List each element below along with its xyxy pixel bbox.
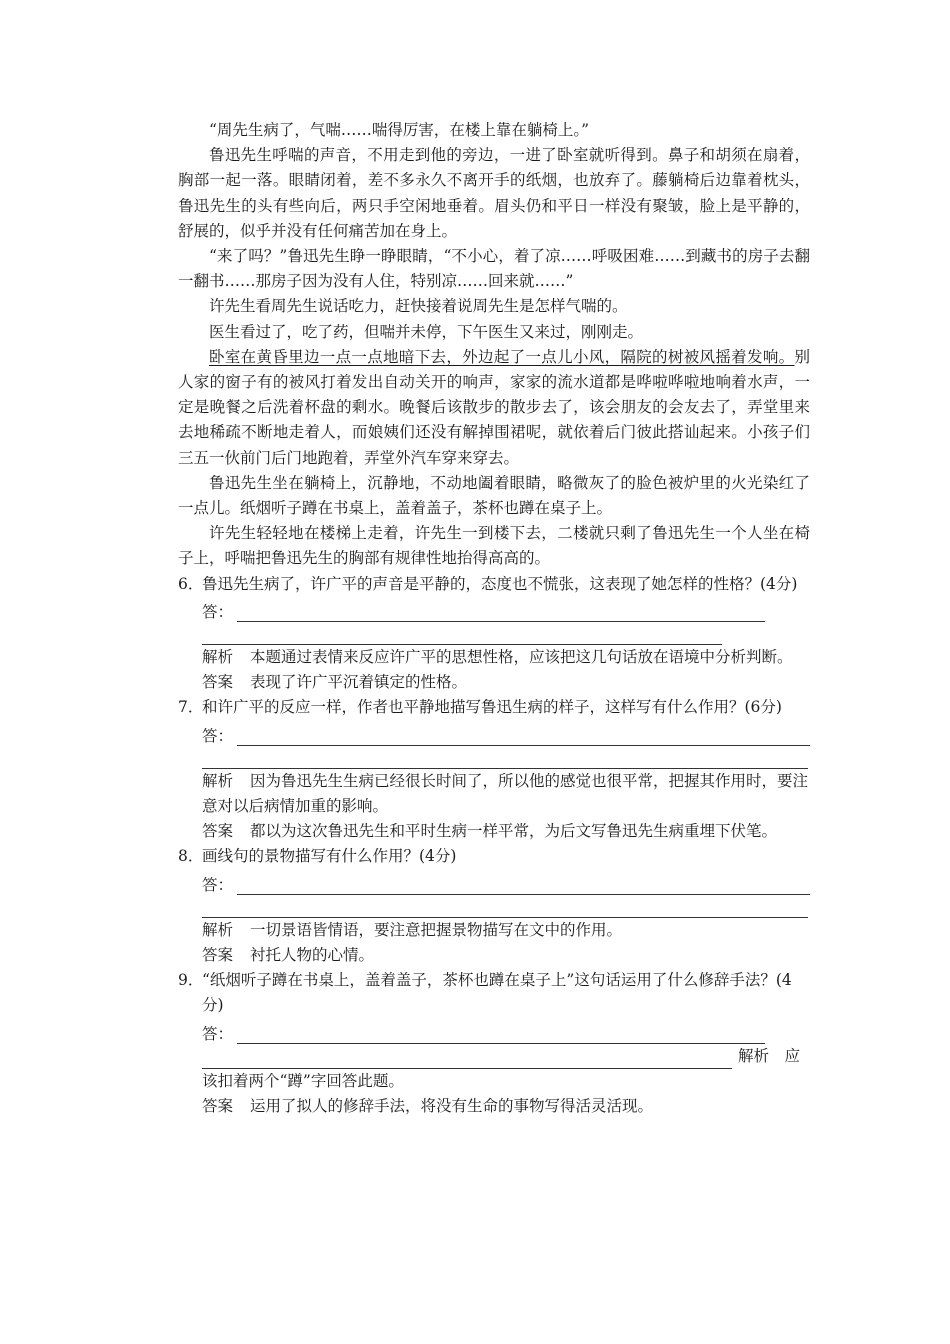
question-text: “纸烟听子蹲在书桌上，盖着盖子，茶杯也蹲在桌子上”这句话运用了什么修辞手法？(4分)	[202, 971, 792, 1015]
paragraph-continuation: 别人家的窗子有的被风打着发出自动关开的响声，家家的流水道都是哗啦哗啦地响着水声，一定是晚餐之后洗着杯盘的剩水。晚餐后该散步的散步去了，该会朋友的会友去了，弄堂里来去地稀疏不断地走着人，而娘姨们还没有解掉围裙呢，就依着后门彼此搭讪起来。小孩子们三五一伙前门后门地跑着，弄堂外汽车穿来穿去。	[178, 347, 810, 467]
key-label: 答案	[202, 1097, 234, 1116]
passage-paragraph: “周先生病了，气喘……喘得厉害，在楼上靠在躺椅上。”	[209, 121, 590, 139]
answer-label: 答：	[202, 1024, 234, 1043]
analysis-text: 因为鲁迅先生生病已经很长时间了，所以他的感觉也很平常，把握其作用时，要注意对以后病情加重的影响。	[202, 771, 809, 816]
key-label: 答案	[202, 946, 234, 965]
question-text: 和许广平的反应一样，作者也平静地描写鲁迅生病的样子，这样写有什么作用？(6分)	[202, 698, 782, 717]
passage-paragraph: 鲁迅先生坐在躺椅上，沉静地，不动地阖着眼睛，略微灰了的脸色被炉里的火光染红了一点儿。纸烟听子蹲在书桌上，盖着盖子，茶杯也蹲在桌子上。	[178, 473, 810, 518]
question-number: 8．	[178, 847, 204, 866]
analysis-text: 一切景语皆情语，要注意把握景物描写在文中的作用。	[250, 920, 623, 939]
passage-paragraph: “来了吗？”鲁迅先生睁一睁眼睛，“不小心，着了凉……呼吸困难……到藏书的房子去翻一翻书……那房子因为没有人住，特别凉……回来就……”	[178, 247, 810, 291]
answer-label: 答：	[202, 875, 234, 894]
answer-field[interactable]	[237, 729, 810, 746]
analysis-label: 解析	[202, 920, 234, 939]
answer-field[interactable]	[202, 622, 722, 645]
question-number: 7．	[178, 698, 204, 717]
key-label: 答案	[202, 822, 234, 841]
analysis-text: 该扣着两个“蹲”字回答此题。	[202, 1072, 404, 1091]
key-text: 衬托人物的心情。	[250, 946, 375, 965]
passage-paragraph: 许先生轻轻地在楼梯上走着，许先生一到楼下去，二楼就只剩了鲁迅先生一个人坐在椅子上，呼喘把鲁迅先生的胸部有规律性地抬得高高的。	[178, 524, 810, 568]
question-text: 鲁迅先生病了，许广平的声音是平静的，态度也不慌张，这表现了她怎样的性格？(4分)	[202, 574, 798, 593]
passage-paragraph: 许先生看周先生说话吃力，赶快接着说周先生是怎样气喘的。	[209, 297, 628, 316]
question-number: 6．	[178, 574, 204, 593]
question-number: 9．	[178, 971, 204, 990]
key-text: 运用了拟人的修辞手法，将没有生命的事物写得活灵活现。	[250, 1097, 654, 1116]
analysis-label: 解析	[202, 648, 234, 667]
passage-paragraph	[178, 345, 810, 471]
key-text: 表现了许广平沉着镇定的性格。	[250, 673, 468, 692]
answer-field[interactable]	[202, 1050, 732, 1069]
answer-field[interactable]	[237, 878, 810, 895]
underlined-sentence: 卧室在黄昏里边一点一点地暗下去，外边起了一点儿小风，隔院的树被风摇着发响。	[209, 347, 795, 366]
passage-paragraph: 鲁迅先生呼喘的声音，不用走到他的旁边，一进了卧室就听得到。鼻子和胡须在扇着，胸部一起一落。眼睛闭着，差不多永久不离开手的纸烟，也放弃了。藤躺椅后边靠着枕头，鲁迅先生的头有些向后，两只手空闲地垂着。眉头仍和平日一样没有聚皱，脸上是平静的，舒展的，似乎并没有任何痛苦加在身上。	[178, 146, 810, 240]
question-8	[178, 844, 810, 968]
analysis-text: 本题通过表情来反应许广平的思想性格，应该把这几句话放在语境中分析判断。	[250, 648, 793, 667]
document-page	[178, 118, 810, 1119]
question-9	[178, 968, 810, 1119]
answer-field[interactable]	[202, 895, 808, 918]
answer-label: 答：	[202, 726, 234, 745]
question-6	[178, 572, 810, 696]
analysis-label: 解析	[202, 771, 234, 790]
answer-field[interactable]	[237, 605, 765, 622]
question-text: 画线句的景物描写有什么作用？(4分)	[202, 847, 457, 866]
key-label: 答案	[202, 673, 234, 692]
answer-field[interactable]	[202, 746, 808, 769]
key-text: 都以为这次鲁迅先生和平时生病一样平常，为后文写鲁迅先生病重埋下伏笔。	[250, 822, 778, 841]
analysis-label: 解析 应	[738, 1046, 801, 1065]
answer-field[interactable]	[237, 1027, 765, 1044]
answer-label: 答：	[202, 603, 234, 622]
passage-paragraph: 医生看过了，吃了药，但喘并未停，下午医生又来过，刚刚走。	[209, 322, 644, 341]
question-7	[178, 695, 810, 844]
